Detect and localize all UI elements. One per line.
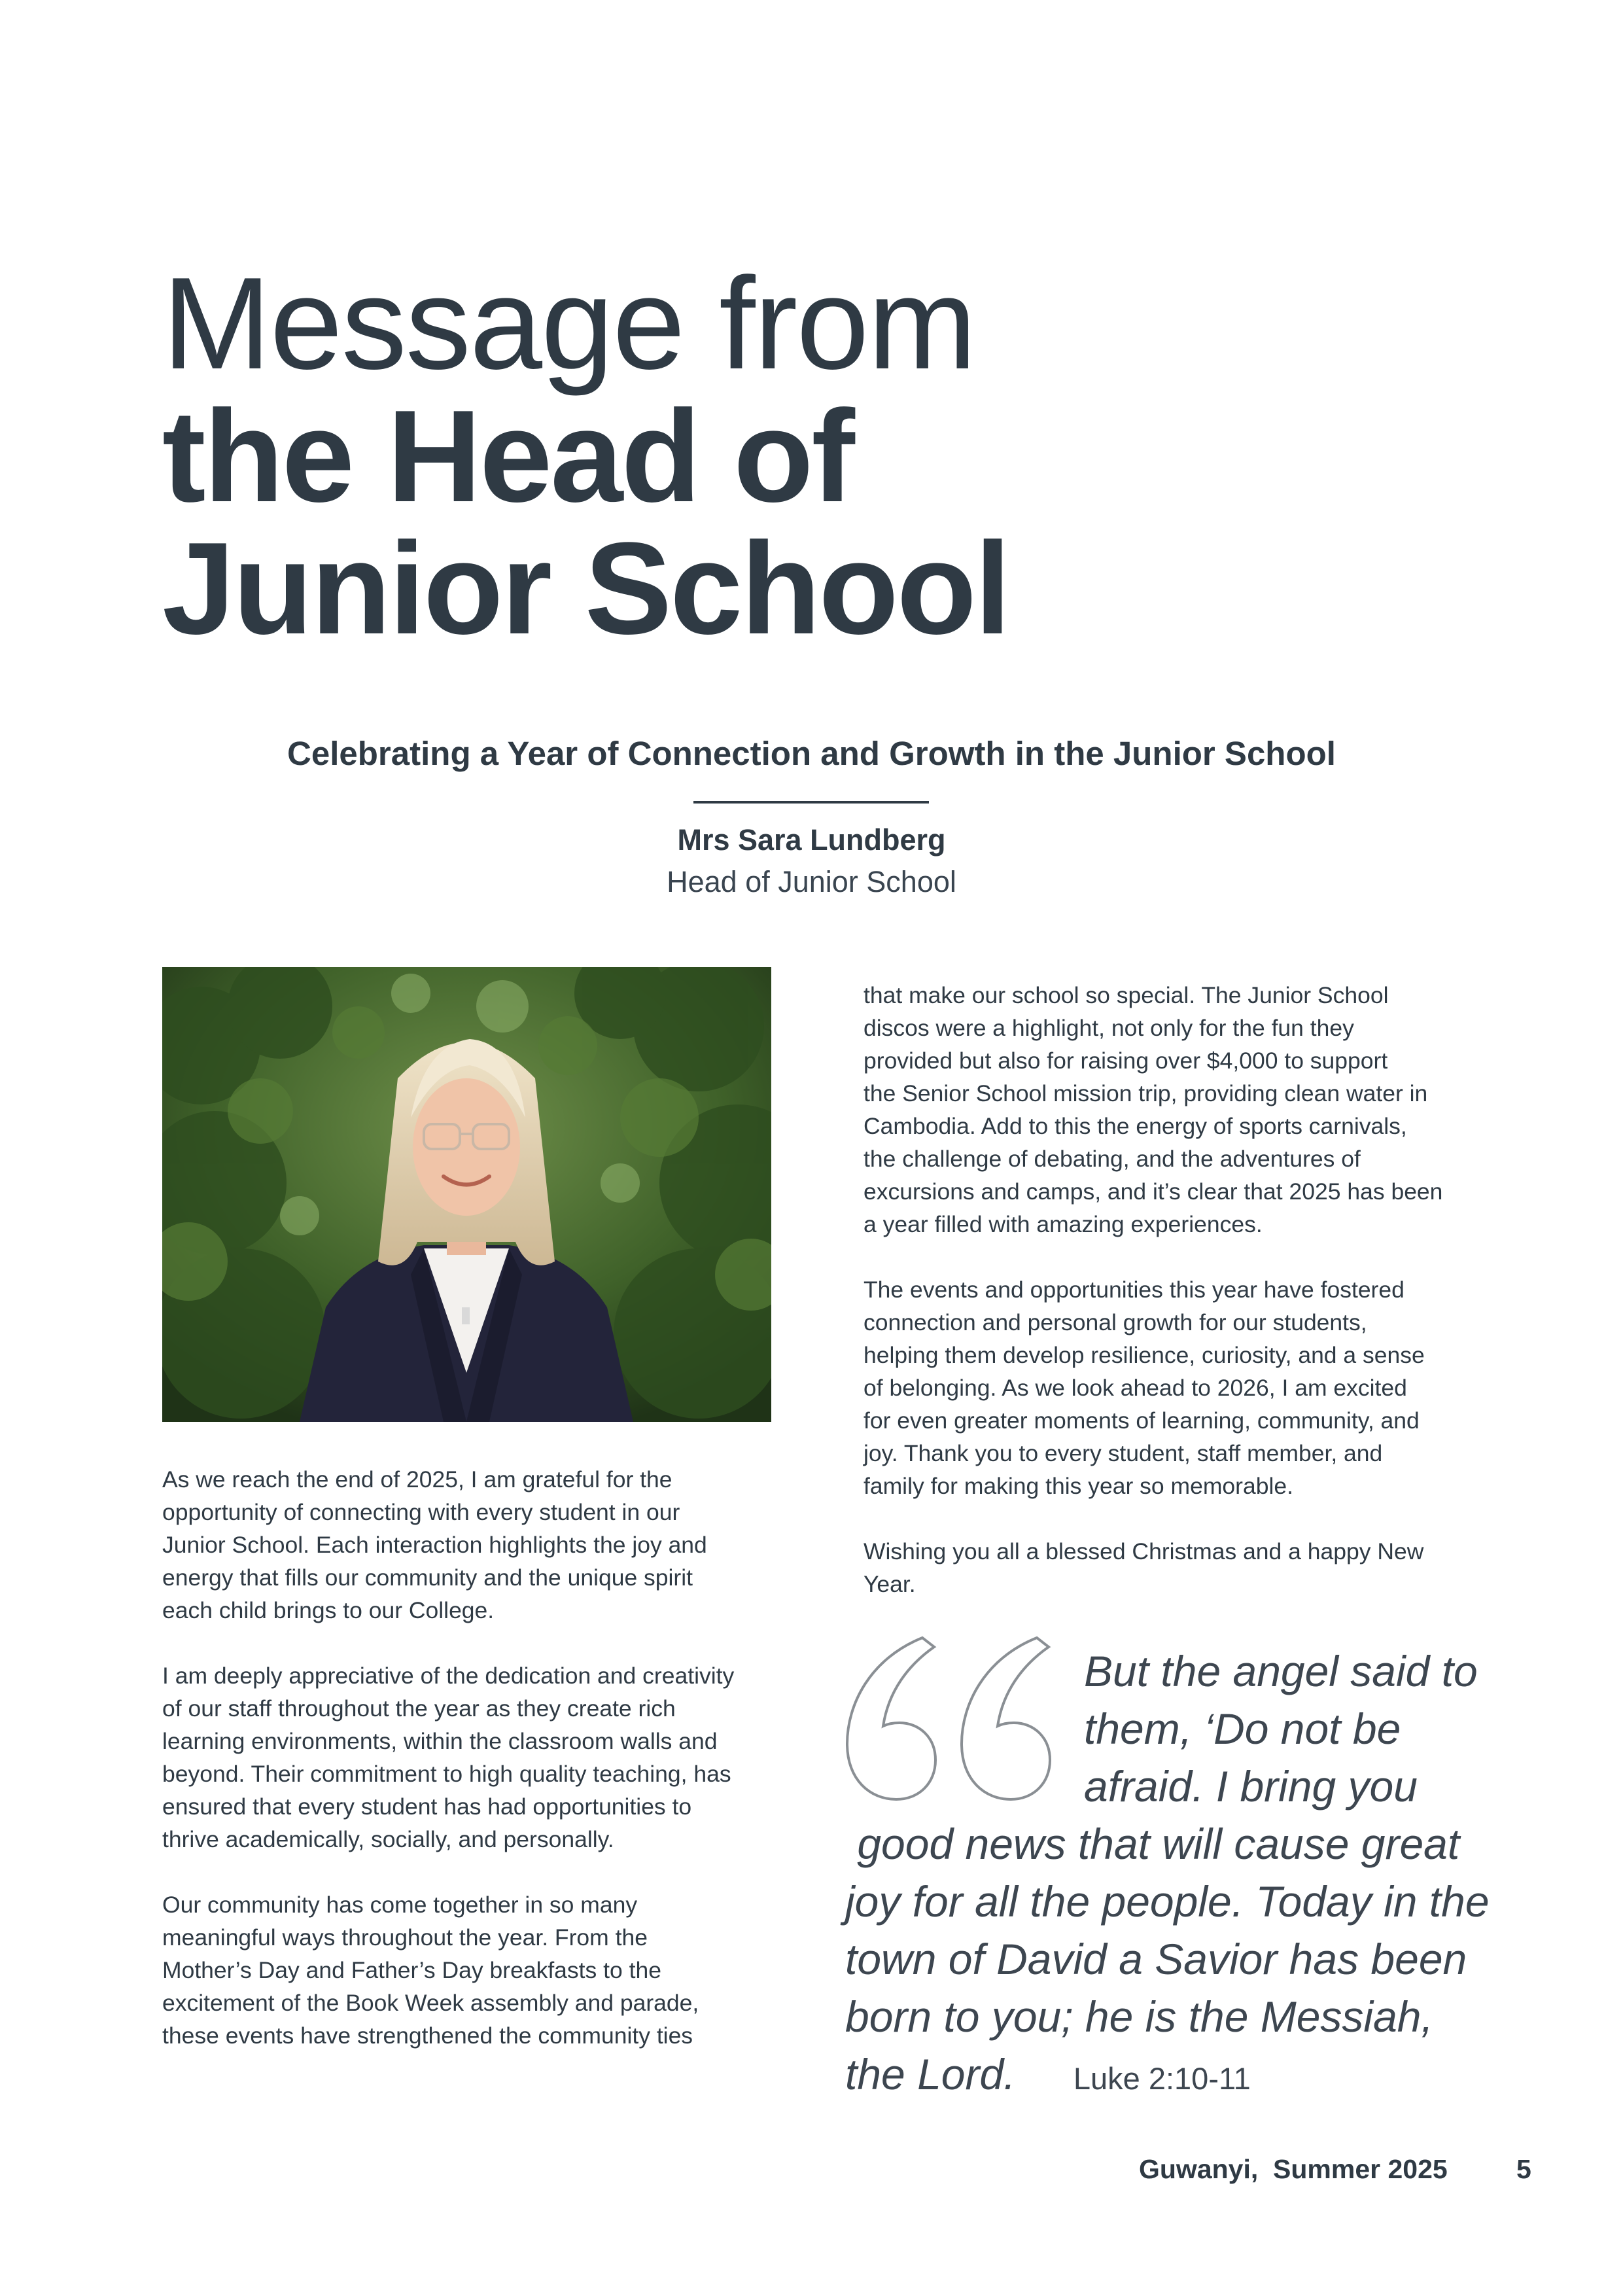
body-text-line: connection and personal growth for our students, [864,1309,1367,1335]
body-text-line: The events and opportunities this year have fostered [864,1277,1405,1303]
body-text-line: opportunity of connecting with every student in our [162,1499,680,1525]
quote-line-last: the Lord. [845,2050,1016,2098]
title-line-2: the Head of [162,383,853,529]
quote-line: them, ‘Do not be [1084,1704,1401,1753]
body-text-line: the challenge of debating, and the adventures of [864,1146,1361,1172]
quotation-mark-icon [844,1626,1066,1809]
body-right-column [864,979,1472,1600]
paragraph-gap [162,1856,777,1888]
body-text-line: meaningful ways throughout the year. From the [162,1924,648,1951]
body-text-line: provided but also for raising over $4,000 to support [864,1048,1388,1074]
divider [693,801,929,804]
body-text-line: the Senior School mission trip, providing clean water in [864,1080,1428,1106]
paragraph-gap [162,1627,777,1659]
body-text-line: for even greater moments of learning, community, and [864,1407,1420,1434]
body-text-line: excitement of the Book Week assembly and parade, [162,1990,699,2016]
title-line-1: Message from [162,251,976,397]
author-role: Head of Junior School [667,865,956,898]
body-text-line: Cambodia. Add to this the energy of sports carnivals, [864,1113,1407,1139]
author-name: Mrs Sara Lundberg [677,823,946,857]
body-text-line: As we reach the end of 2025, I am grateful for the [162,1466,672,1492]
body-text-line: ensured that every student has had opportunities to [162,1793,692,1820]
body-text-line: discos were a highlight, not only for the fun they [864,1015,1354,1041]
body-text-line: Wishing you all a blessed Christmas and a happy New [864,1538,1424,1564]
body-text-line: thrive academically, socially, and personally. [162,1826,614,1852]
article-subtitle: Celebrating a Year of Connection and Growth in the Junior School [287,735,1336,772]
body-text-line: these events have strengthened the community ties [162,2022,693,2049]
body-text-line: that make our school so special. The Junior School [864,982,1389,1008]
quote-line: joy for all the people. Today in the [845,1877,1490,1926]
quote-line: town of David a Savior has been [845,1935,1467,1983]
page-number: 5 [1516,2154,1531,2184]
quote-reference: Luke 2:10-11 [1073,2061,1251,2096]
body-text-line: Mother’s Day and Father’s Day breakfasts to the [162,1957,661,1983]
portrait-photo [162,967,771,1422]
body-text-line: Year. [864,1571,916,1597]
body-text-line: joy. Thank you to every student, staff member, and [864,1440,1383,1466]
body-text-line: of our staff throughout the year as they create rich [162,1695,676,1722]
body-text-line: of belonging. As we look ahead to 2026, I am excited [864,1375,1407,1401]
quote-line: born to you; he is the Messiah, [845,1992,1433,2041]
quote-line [845,2045,1251,2108]
title-line-3: Junior School [162,516,1009,662]
footer-publication: Guwanyi, Summer 2025 [1139,2154,1448,2184]
body-text-line: excursions and camps, and it’s clear that 2025 has been [864,1178,1443,1205]
paragraph-gap [864,1241,1472,1273]
body-text-line: family for making this year so memorable. [864,1473,1293,1499]
paragraph-gap [864,1502,1472,1535]
body-text-line: Junior School. Each interaction highlights the joy and [162,1532,707,1558]
body-text-line: Our community has come together in so many [162,1892,638,1918]
body-text-line: energy that fills our community and the unique spirit [162,1564,693,1591]
body-text-line: each child brings to our College. [162,1597,495,1623]
body-left-column [162,1463,777,2052]
body-text-line: learning environments, within the classroom walls and [162,1728,718,1754]
quote-line: But the angel said to [1084,1647,1478,1695]
body-text-line: a year filled with amazing experiences. [864,1211,1263,1237]
body-text-line: helping them develop resilience, curiosity, and a sense [864,1342,1425,1368]
body-text-line: beyond. Their commitment to high quality teaching, has [162,1761,731,1787]
quote-line: good news that will cause great [845,1820,1460,1868]
quote-line: afraid. I bring you [1084,1762,1418,1810]
body-text-line: I am deeply appreciative of the dedication and creativity [162,1663,735,1689]
